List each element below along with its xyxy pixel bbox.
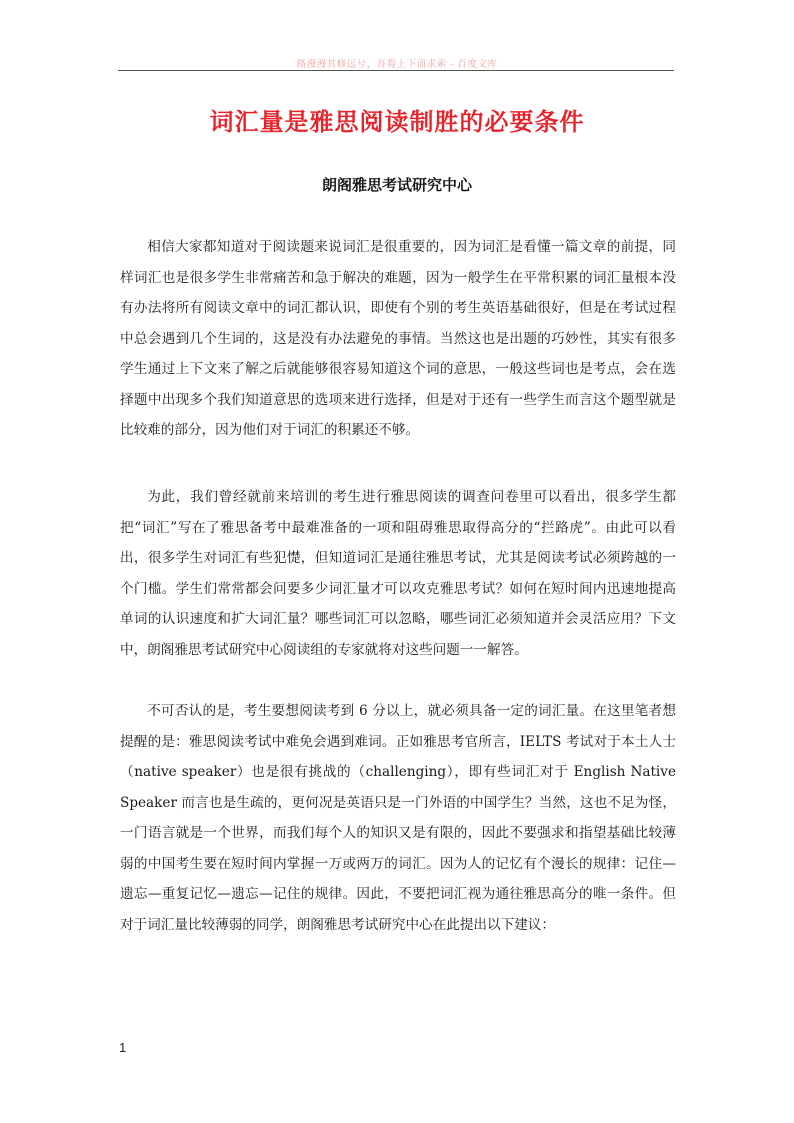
page-header: 路漫漫其修远兮，吾将上下而求索 - 百度文库 (296, 59, 498, 70)
document-subtitle: 朗阁雅思考试研究中心 (321, 176, 472, 194)
header-divider (118, 70, 674, 71)
paragraph-2: 为此，我们曾经就前来培训的考生进行雅思阅读的调查问卷里可以看出，很多学生都把“词汇”写在了雅思备考中最难准备的一项和阻碍雅思取得高分的“拦路虎”。由此可以看出，很多学生对词汇有些犯憷，但知道词汇是通往雅思考试，尤其是阅读考试必须跨越的一个门槛。学生们常常都会问要多少词汇量才可以攻克雅思考试？如何在短时间内迅速地提高单词的认识速度和扩大词汇量？哪些词汇可以忽略，哪些词汇必须知道并会灵活应用？下文中，朗阁雅思考试研究中心阅读组的专家就将对这些问题一一解答。 (120, 489, 676, 658)
page-number: 1 (119, 1040, 127, 1055)
paragraph-3: 不可否认的是，考生要想阅读考到 6 分以上，就必须具备一定的词汇量。在这里笔者想提醒的是：雅思阅读考试中难免会遇到难词。正如雅思考官所言，IELTS 考试对于本土人士（native speaker）也是很有挑战的（challenging），即有些词汇对于 English Native Speaker 而言也是生疏的，更何况是英语只是一门外语的中国学生？当然，这也不足为怪，一门语言就是一个世界，而我们每个人的知识又是有限的，因此不要强求和指望基础比较薄弱的中国考生要在短时间内掌握一万或两万的词汇。因为人的记忆有个漫长的规律：记住—遗忘—重复记忆—遗忘—记住的规律。因此，不要把词汇视为通往雅思高分的唯一条件。但对于词汇量比较薄弱的同学，朗阁雅思考试研究中心在此提出以下建议： (120, 703, 676, 933)
paragraph-1: 相信大家都知道对于阅读题来说词汇是很重要的，因为词汇是看懂一篇文章的前提，同样词汇也是很多学生非常痛苦和急于解决的难题，因为一般学生在平常积累的词汇量根本没有办法将所有阅读文章中的词汇都认识，即使有个别的考生英语基础很好，但是在考试过程中总会遇到几个生词的，这是没有办法避免的事情。当然这也是出题的巧妙性，其实有很多学生通过上下文来了解之后就能够很容易知道这个词的意思，一般这些词也是考点，会在选择题中出现多个我们知道意思的选项来进行选择，但是对于还有一些学生而言这个题型就是比较难的部分，因为他们对于词汇的积累还不够。 (120, 239, 676, 438)
document-title: 词汇量是雅思阅读制胜的必要条件 (209, 108, 585, 136)
